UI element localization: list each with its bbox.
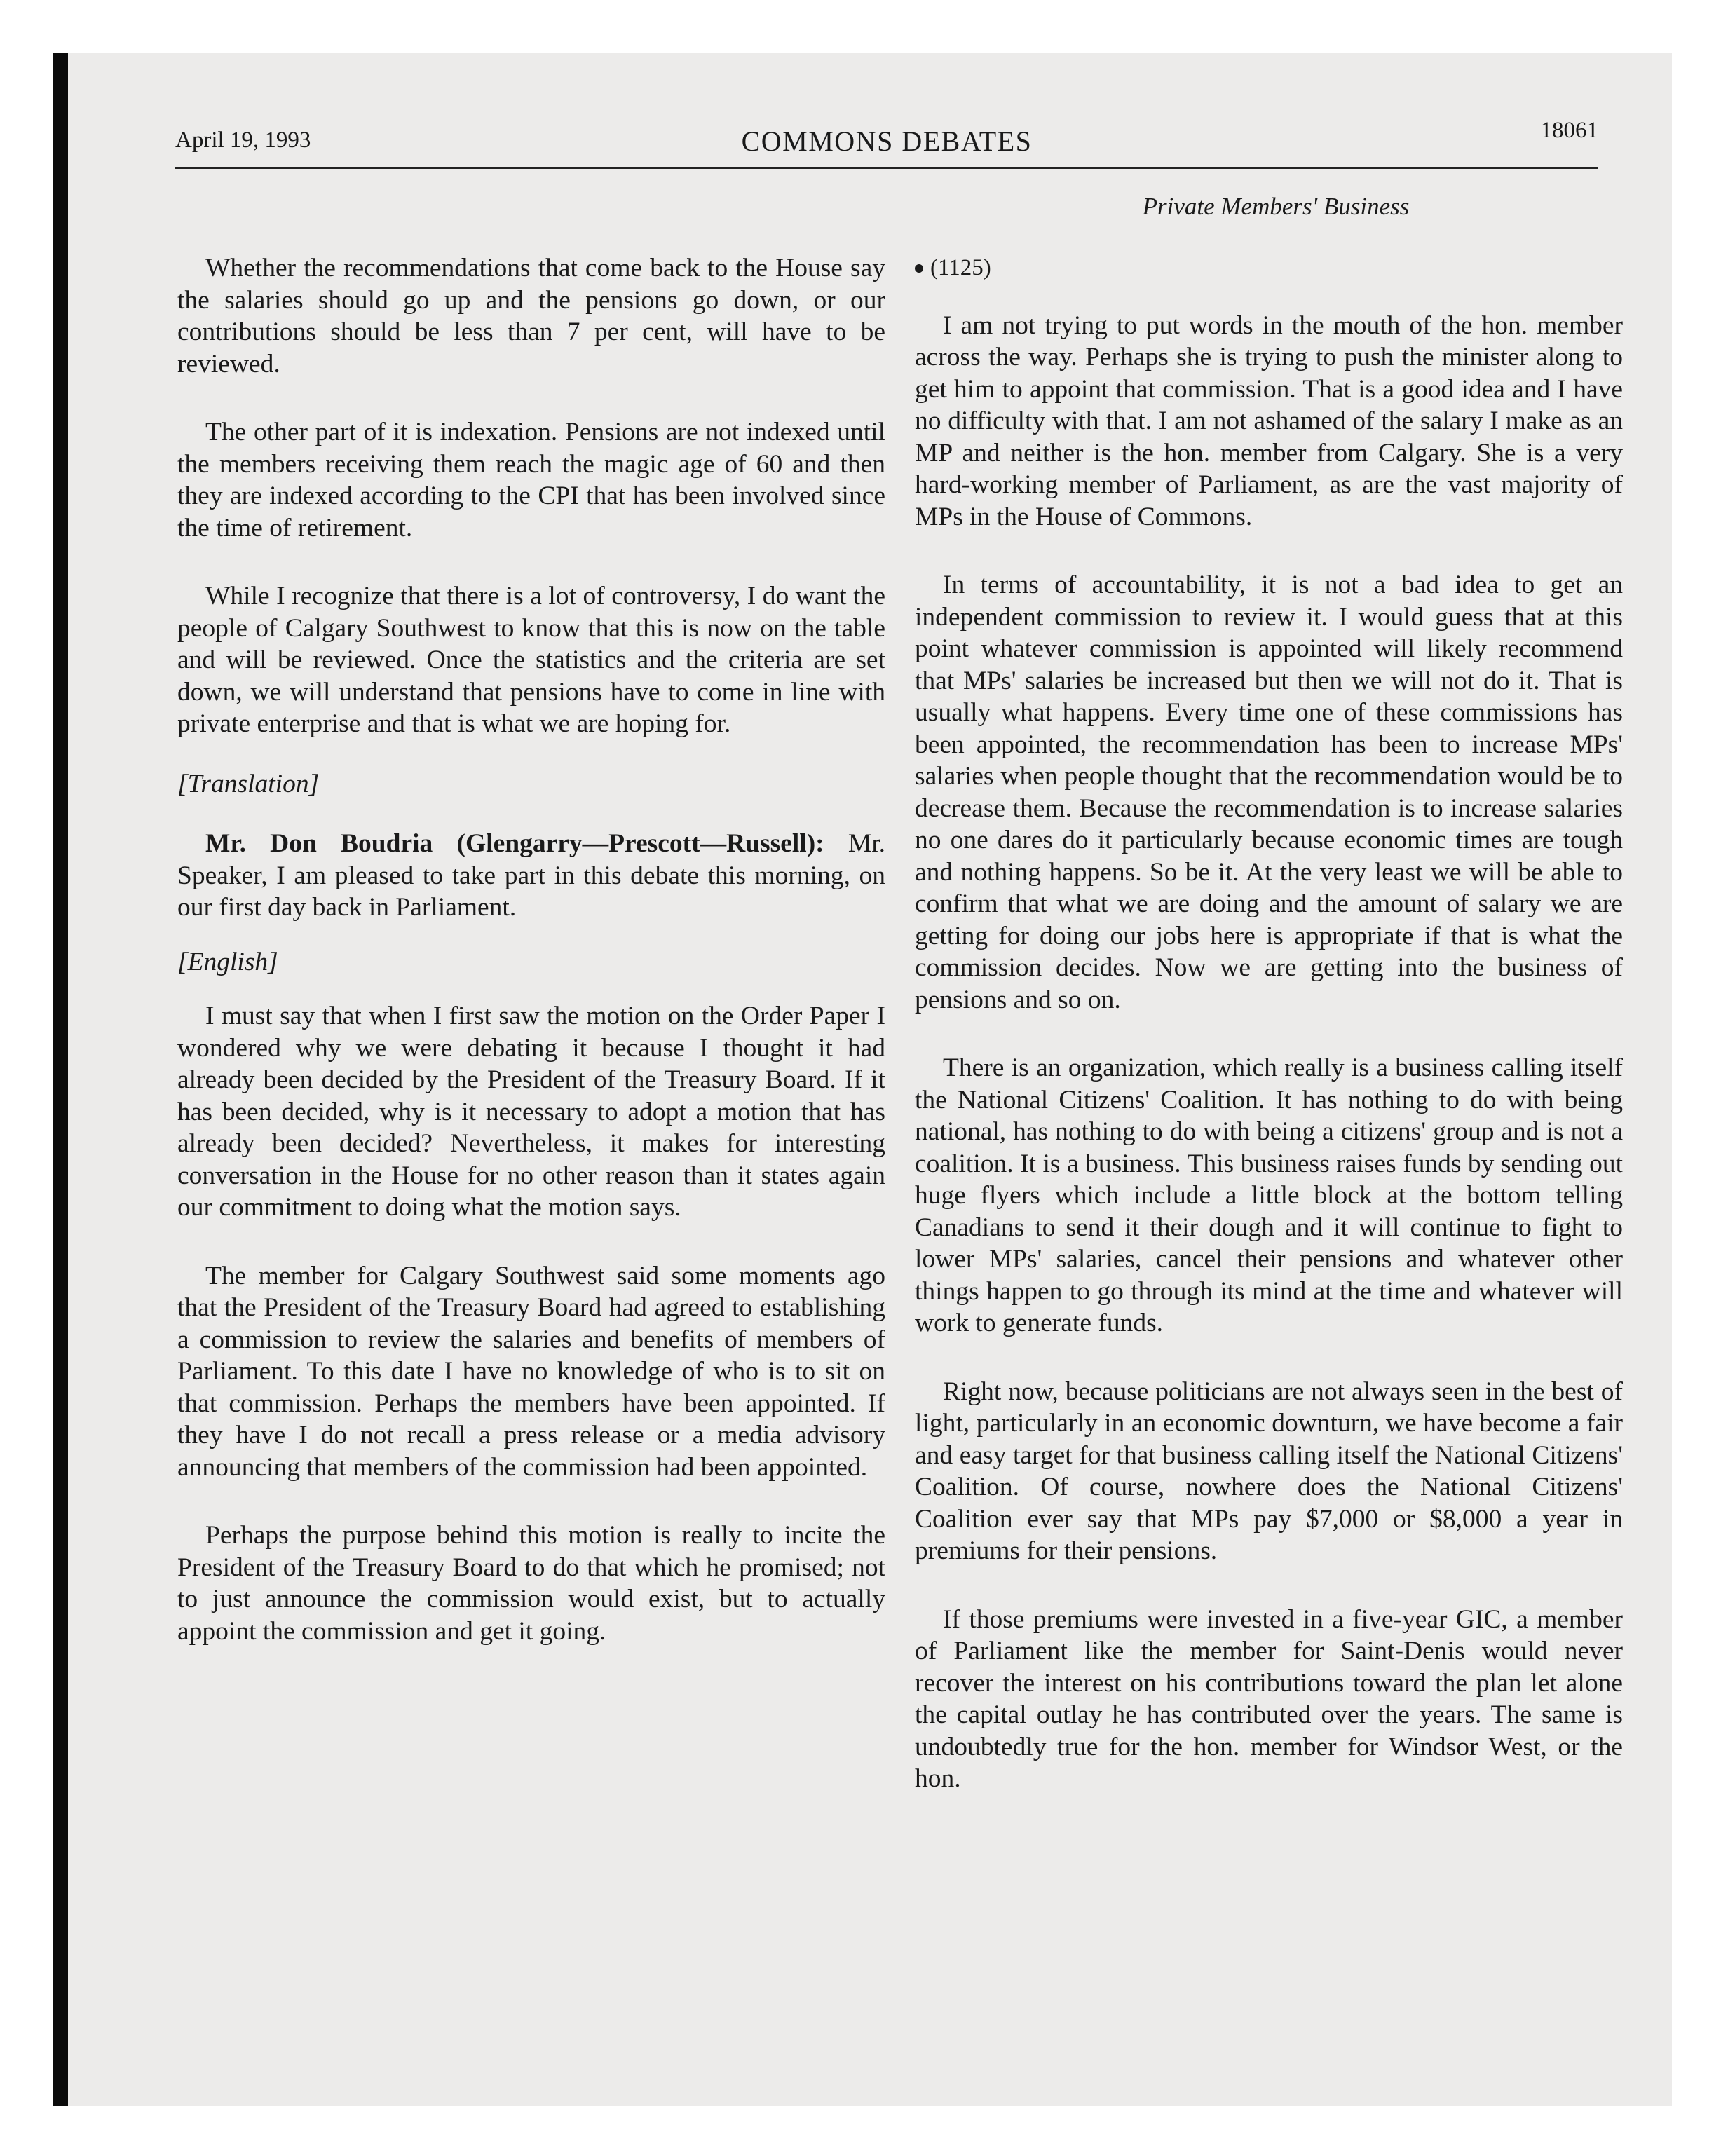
speaker-name: Mr. Don Boudria (Glengarry—Prescott—Russell): xyxy=(205,829,824,858)
paragraph: Perhaps the purpose behind this motion is really to incite the President of the Treasury Board to do that which he promised; not to just announce the commission would exist, but to actually appoint the commission and get it going. xyxy=(177,1521,885,1646)
paragraph: If those premiums were invested in a five-year GIC, a member of Parliament like the member for Saint-Denis would never recover the interest on his contributions toward the plan let alone the capital outlay he has contributed over the years. The same is undoubtedly true for the hon. member for Windsor West, or the hon. xyxy=(915,1604,1623,1793)
paragraph: The other part of it is indexation. Pensions are not indexed until the members receiving them reach the magic age of 60 and then they are indexed according to the CPI that has been involved since the time of retirement. xyxy=(177,418,885,543)
paragraph: Right now, because politicians are not always seen in the best of light, particularly in an economic downturn, we have become a fair and easy target for that business calling itself the National Citizens' Coalition. Of course, nowhere does the National Citizens' Coalition ever say that MPs pay $7,000 or $8,000 a year in premiums for their pensions. xyxy=(915,1377,1623,1565)
scan-binding-edge xyxy=(53,53,68,2106)
right-column xyxy=(915,252,1623,1795)
english-tag: [English] xyxy=(177,947,278,976)
left-column xyxy=(177,252,885,1647)
speaker-paragraph xyxy=(177,828,885,924)
page-header xyxy=(175,118,1598,174)
header-title: COMMONS DEBATES xyxy=(741,125,1033,157)
section-title: Private Members' Business xyxy=(1142,193,1410,220)
paragraph: I must say that when I first saw the motion on the Order Paper I wondered why we were debating it because I thought it had already been decided by the President of the Treasury Board. If it has been decided, why is it necessary to adopt a motion that has already been decided? Nevertheless, it makes for interesting conversation in the House for no other reason than it states again our commitment to doing what the motion says. xyxy=(177,1002,885,1222)
bullet-icon xyxy=(915,264,923,273)
translation-tag: [Translation] xyxy=(177,769,320,798)
time-marker xyxy=(915,252,1623,285)
paragraph: I am not trying to put words in the mouth of the hon. member across the way. Perhaps she is trying to push the minister along to get him to appoint that commission. That is a good idea and I have no difficulty with that. I am not ashamed of the salary I make as an MP and neither is the hon. member from Calgary. She is a very hard-working member of Parliament, as are the vast majority of MPs in the House of Commons. xyxy=(915,311,1623,531)
paragraph: Whether the recommendations that come back to the House say the salaries should go up and the pensions go down, or our contributions should be less than 7 per cent, will have to be reviewed. xyxy=(177,254,885,378)
paragraph: There is an organization, which really is a business calling itself the National Citizens' Coalition. It has nothing to do with being national, has nothing to do with being a citizens' group and is not a coalition. It is a business. This business raises funds by sending out huge flyers which include a little block at the bottom telling Canadians to send it their dough and it will continue to fight to lower MPs' salaries, cancel their pensions and whatever other things happen to go through its mind at the time and whatever will work to generate funds. xyxy=(915,1053,1623,1337)
header-rule xyxy=(175,167,1598,169)
paragraph: While I recognize that there is a lot of controversy, I do want the people of Calgary Southwest to know that this is now on the table and will be reviewed. Once the statistics and the criteria are set down, we will understand that pensions have to come in line with private enterprise and that is what we are hoping for. xyxy=(177,582,885,738)
paragraph: In terms of accountability, it is not a bad idea to get an independent commission to review it. I would guess that at this point whatever commission is appointed will likely recommend that MPs' salaries be increased but then we will not do it. That is usually what happens. Every time one of these commissions has been appointed, the recommendation has been to increase MPs' salaries when people thought that the recommendation would be to decrease them. Because the recommendation is to increase salaries no one dares do it particularly because economic times are tough and nothing happens. So be it. At the very least we will be able to confirm that what we are doing and the amount of salary we are getting for doing our jobs here is appropriate if that is what the commission decides. Now we are getting into the business of pensions and so on. xyxy=(915,571,1623,1014)
time-marker-text: (1125) xyxy=(930,255,991,280)
paragraph: The member for Calgary Southwest said some moments ago that the President of the Treasury Board had agreed to establishing a commission to review the salaries and benefits of members of Parliament. To this date I have no knowledge of who is to sit on that commission. Perhaps the members have been appointed. If they have I do not recall a press release or a media advisory announcing that members of the commission had been appointed. xyxy=(177,1261,885,1482)
header-date: April 19, 1993 xyxy=(175,128,311,153)
speech-text: Mr. Speaker, I am pleased to take part in this debate this morning, on our first day back in Parliament. xyxy=(177,829,885,922)
page-number: 18061 xyxy=(1540,118,1598,143)
